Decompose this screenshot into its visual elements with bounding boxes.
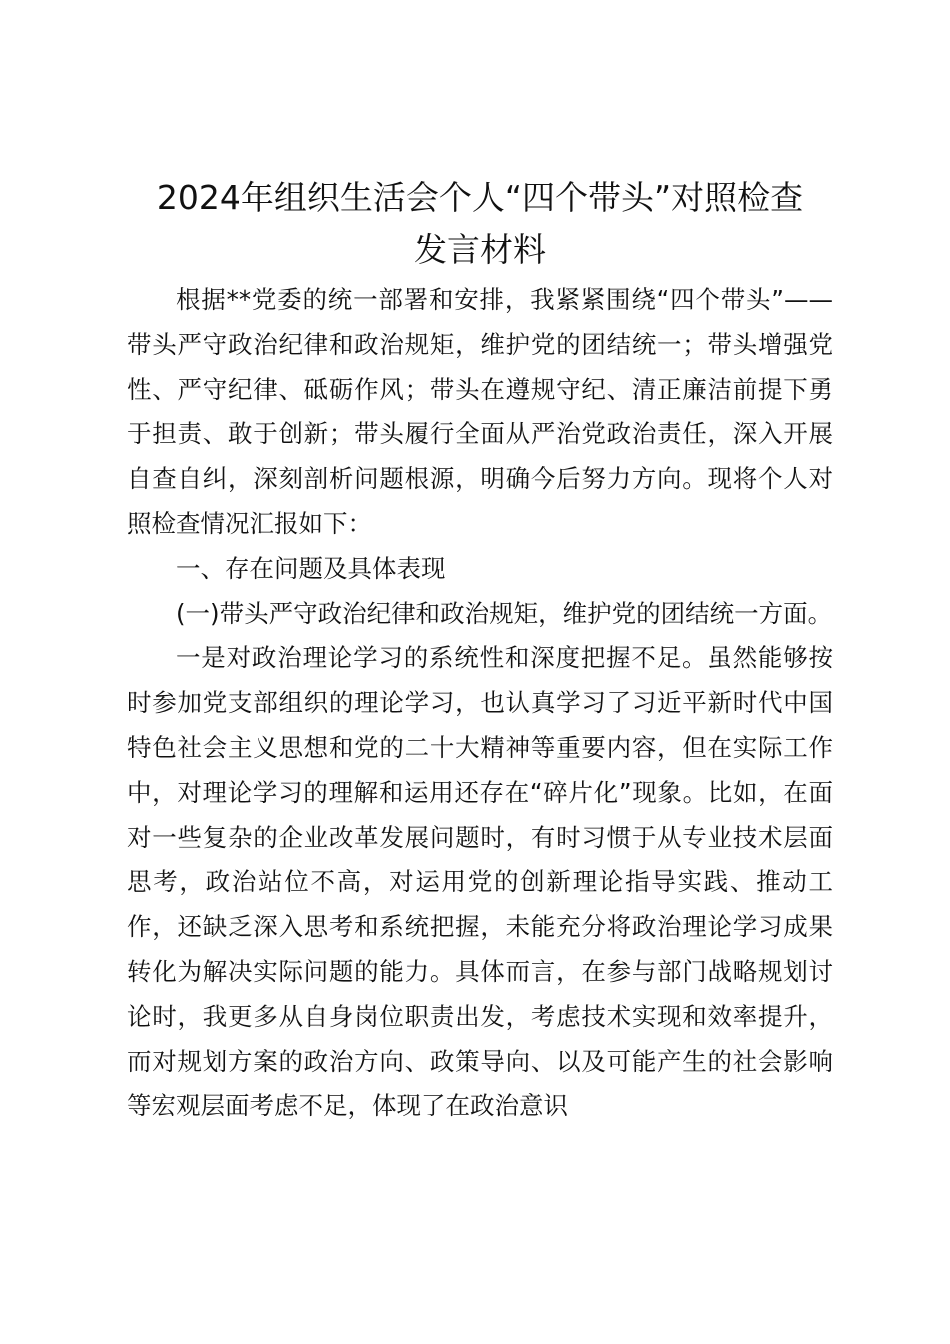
section-heading-1: 一、存在问题及具体表现	[176, 553, 446, 583]
title-line-2: 发言材料	[414, 230, 546, 269]
document-body	[127, 278, 833, 1129]
paragraph-intro: 根据**党委的统一部署和安排，我紧紧围绕“四个带头”——带头严守政治纪律和政治规矩，维护党的团结统一；带头增强党性、严守纪律、砥砺作风；带头在遵规守纪、清正廉洁前提下勇于担责、敢于创新；带头履行全面从严治党政治责任，深入开展自查自纠，深刻剖析问题根源，明确今后努力方向。现将个人对照检查情况汇报如下：	[127, 285, 833, 538]
title-line-1: 2024年组织生活会个人“四个带头”对照检查	[156, 178, 804, 217]
paragraph-point-1: 一是对政治理论学习的系统性和深度把握不足。虽然能够按时参加党支部组织的理论学习，也认真学习了习近平新时代中国特色社会主义思想和党的二十大精神等重要内容，但在实际工作中，对理论学习的理解和运用还存在“碎片化”现象。比如，在面对一些复杂的企业改革发展问题时，有时习惯于从专业技术层面思考，政治站位不高，对运用党的创新理论指导实践、推动工作，还缺乏深入思考和系统把握，未能充分将政治理论学习成果转化为解决实际问题的能力。具体而言，在参与部门战略规划讨论时，我更多从自身岗位职责出发，考虑技术实现和效率提升，而对规划方案的政治方向、政策导向、以及可能产生的社会影响等宏观层面考虑不足，体现了在政治意识	[127, 643, 833, 1121]
document-title	[110, 172, 850, 276]
subsection-heading-1: (一)带头严守政治纪律和政治规矩，维护党的团结统一方面。	[176, 598, 833, 628]
